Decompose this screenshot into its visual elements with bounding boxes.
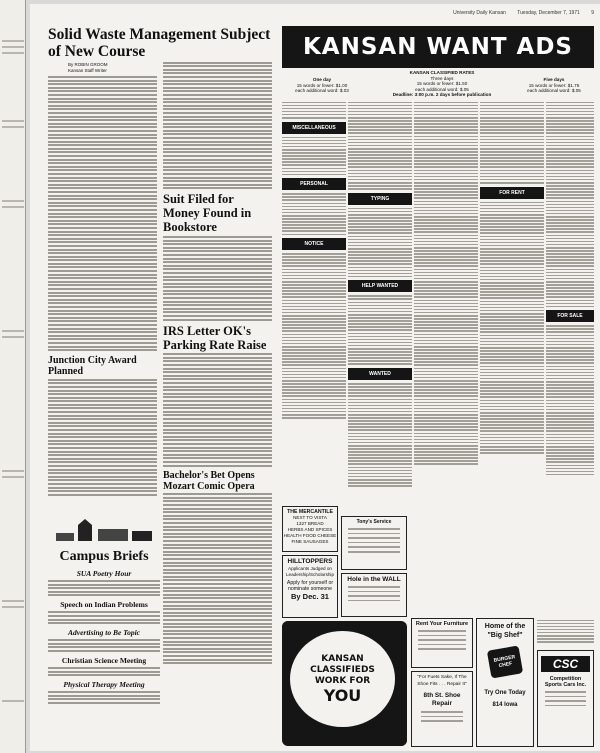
rent-furniture-ad (411, 618, 473, 668)
classified-rates (282, 70, 594, 98)
campus-skyline-icon (48, 519, 160, 543)
classified-line: CLASSIFIEDS (310, 664, 375, 675)
burger-chef-logo: BURGER CHEF (487, 645, 523, 678)
suit-text (163, 236, 272, 321)
brief-title: Christian Science Meeting (61, 655, 147, 665)
folio-date: Tuesday, December 7, 1971 (517, 10, 580, 16)
classified-line: YOU (323, 685, 362, 705)
rate-three-days-label: Three days (430, 75, 454, 81)
hilltoppers-apply: Apply for yourself or nominate someone (286, 580, 334, 592)
classified-columns (282, 100, 594, 500)
rate-three-days-price: 15 words or fewer: $1.50 (416, 81, 468, 87)
mercantile-line: FINE SAUSAGES (291, 539, 329, 544)
ads-column-3 (414, 100, 478, 467)
shoe-repair-name: 8th St. Shoe Repair (423, 692, 461, 707)
section-typing: TYPING (348, 193, 412, 205)
mercantile-name: THE MERCANTILE (287, 509, 333, 515)
csc-logo: CSC (541, 656, 590, 672)
mercantile-line: HERBS AND SPICES (287, 527, 333, 532)
brief-title: SUA Poetry Hour (76, 569, 132, 578)
hilltoppers-deadline: By Dec. 31 (291, 592, 329, 601)
folio-paper: University Daily Kansan (453, 10, 506, 16)
for-sale-tail (537, 618, 594, 646)
solid-waste-headline: Solid Waste Management Subject of New Course (48, 26, 271, 60)
classified-line: KANSAN (321, 653, 364, 664)
rate-one-day (282, 77, 362, 94)
junction-headline: Junction City Award Planned (48, 355, 137, 378)
suit-headline: Suit Filed for Money Found in Bookstore (163, 192, 252, 235)
irs-text (163, 353, 272, 466)
repair-title: "For Fuets Sake, If The Shoe Fits . . . Repair It" (417, 675, 467, 687)
newspaper-page (30, 4, 600, 751)
section-help-wanted: HELP WANTED (348, 280, 412, 292)
byline-name: By ROBIN GROOM (68, 62, 108, 67)
csc-name: Competition Sports Cars Inc. (544, 676, 587, 688)
mercantile-line: NEXT TO VISTA (293, 515, 327, 520)
classified-bubble (290, 631, 395, 727)
campus-briefs (48, 519, 160, 706)
ads-column-4 (480, 100, 544, 455)
campus-briefs-title: Campus Briefs (59, 549, 149, 564)
csc-ad (537, 650, 594, 747)
rate-five-days-label: Five days (543, 77, 565, 82)
rate-one-day-price: 15 words or fewer: $1.00 (296, 82, 348, 88)
classified-line: WORK FOR (314, 675, 371, 686)
shoe-repair-ad (411, 671, 473, 747)
classifieds-work-for-you-ad (282, 621, 407, 746)
brief-title: Advertising to Be Topic (67, 628, 140, 638)
hilltoppers-line: Applicants Judged on Leadership/Scholarship (285, 566, 334, 577)
bachelor-text (163, 493, 272, 664)
folio-page: 9 (591, 10, 594, 16)
irs-headline: IRS Letter OK's Parking Rate Raise (163, 323, 267, 352)
rates-title: KANSAN CLASSIFIED RATES (409, 70, 475, 75)
big-shef-ad (476, 618, 534, 747)
rent-furniture-title: Rent Your Furniture (415, 621, 469, 627)
ads-column-5 (546, 100, 594, 477)
junction-text (48, 379, 157, 496)
hilltoppers-title: HILLTOPPERS (287, 558, 333, 565)
section-personal: PERSONAL (282, 178, 346, 190)
section-wanted: WANTED (348, 368, 412, 380)
rate-five-days-extra: each additional word: $.05 (527, 88, 581, 94)
ads-column-2 (348, 100, 412, 488)
rate-five-days-price: 15 words or fewer: $1.75 (528, 82, 580, 88)
section-for-sale: FOR SALE (546, 310, 594, 322)
solid-waste-text (48, 76, 157, 351)
rate-one-day-label: One day (312, 77, 332, 82)
solid-waste-text-2 (163, 62, 272, 190)
byline (68, 62, 157, 74)
rate-one-day-extra: each additional word: $.03 (295, 88, 349, 94)
section-for-rent: FOR RENT (480, 187, 544, 199)
bachelor-headline: Bachelor's Bet Opens Mozart Comic Opera (163, 469, 255, 492)
big-shef-title: Home of the "Big Shef" (484, 623, 526, 639)
mercantile-line: HEALTH FOOD CHEESE (283, 533, 337, 538)
page-folio (443, 10, 594, 16)
mercantile-line: 1327 BREAD (296, 521, 324, 526)
ads-column-1 (282, 100, 346, 420)
brief-title: Physical Therapy Meeting (63, 680, 145, 690)
tonys-service-ad (341, 516, 407, 570)
section-miscellaneous: MISCELLANEOUS (282, 122, 346, 134)
hilltoppers-ad (282, 555, 338, 618)
section-notice: NOTICE (282, 238, 346, 250)
rate-three-days-extra: each additional word: $.05 (415, 86, 469, 92)
rates-deadline: Deadline: 3:00 p.m. 2 days before publication (392, 92, 492, 98)
byline-role: Kansan Staff Writer (68, 68, 107, 73)
big-shef-address: 814 Iowa (492, 702, 518, 708)
rate-five-days (514, 77, 594, 94)
want-ads-header: KANSAN WANT ADS (282, 26, 594, 68)
rate-center (387, 70, 497, 98)
brief-title: Speech on Indian Problems (60, 600, 148, 610)
big-shef-sub: Try One Today (484, 690, 526, 696)
mercantile-ad (282, 506, 338, 552)
tonys-title: Tony's Service (356, 519, 392, 525)
wall-title: Hole in the WALL (347, 576, 401, 583)
hole-in-wall-ad (341, 573, 407, 617)
previous-page-edge (0, 0, 26, 753)
